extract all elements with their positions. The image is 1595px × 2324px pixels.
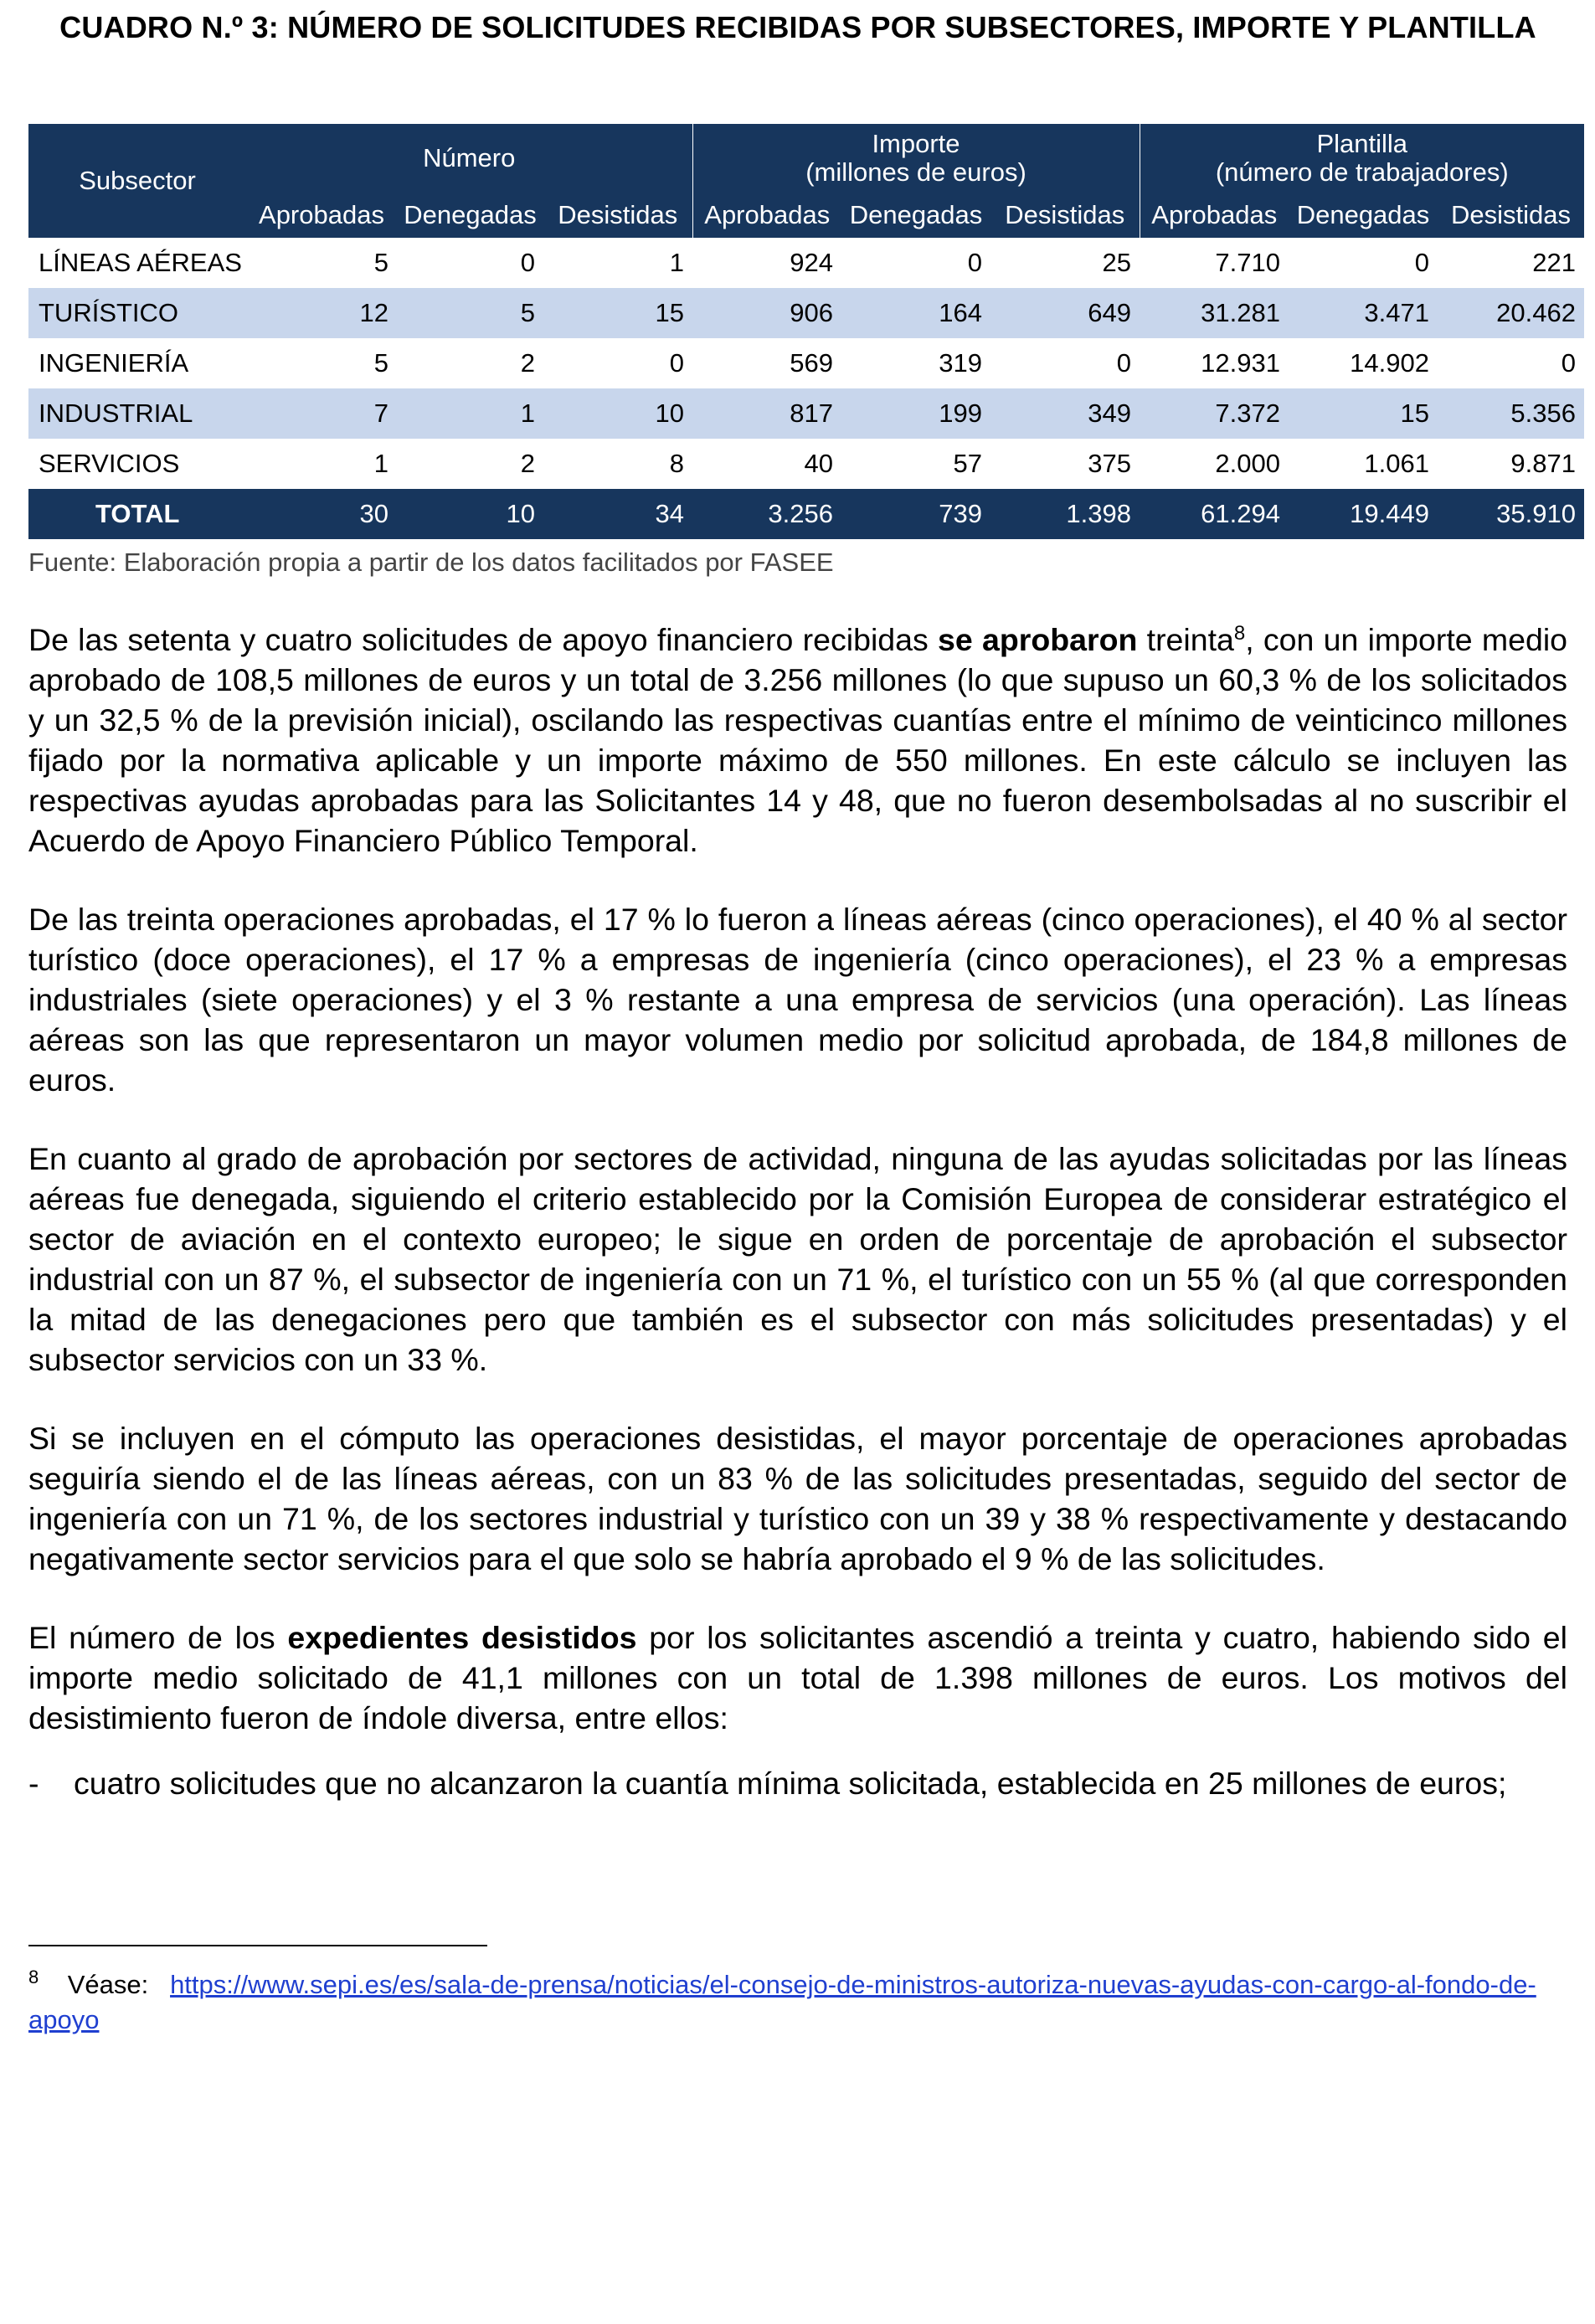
cell: 57 [953,449,982,478]
cell: 817 [692,388,841,439]
body-text [28,620,1567,1803]
cell: 1.061 [1364,449,1429,478]
paragraph-3: En cuanto al grado de aprobación por sectores de actividad, ninguna de las ayudas solicitadas por las líneas aéreas fue denegada, siguiendo el criterio establecido por la Comisión Europea de considerar estratégico el sector de aviación en el contexto europeo; le sigue en orden de porcentaje de aprobación el subsector industrial con un 87 %, el subsector de ingeniería con un 71 %, el turístico con un 55 % (al que corresponden la mitad de las denegaciones pero que también es el subsector con más solicitudes presentadas) y el subsector servicios con un 33 %. [28,1141,1567,1377]
cell: 10 [543,388,692,439]
cell: 40 [804,449,833,478]
cell: 2 [520,449,535,478]
cell: 15 [1289,388,1438,439]
cell: 5 [373,348,388,378]
cell: 1 [397,388,543,439]
subheader: Denegadas [841,193,990,238]
subheader: Desistidas [990,193,1140,238]
cell: 9.871 [1510,449,1576,478]
paragraph-2: De las treinta operaciones aprobadas, el 17 % lo fueron a líneas aéreas (cinco operaciones), el 40 % al sector turístico (doce operaciones), el 17 % a empresas de ingeniería (cinco operaciones), el 23 % a empresas industriales (siete operaciones) y el 3 % restante a una empresa de servicios (una operación). Las líneas aéreas son las que representaron un mayor volumen medio por solicitud aprobada, de 184,8 millones de euros. [28,902,1567,1098]
cell: 7.372 [1140,388,1289,439]
table-row [28,338,1584,388]
subheader: Denegadas [1289,193,1438,238]
cell: 924 [790,248,833,277]
cell: 649 [990,288,1140,338]
cell: 0 [669,348,684,378]
footnote [28,1967,1567,2038]
total-cell: 35.910 [1438,489,1584,539]
table-row [28,439,1584,489]
table-row [28,388,1584,439]
subheader: Desistidas [543,193,692,238]
subheader: Aprobadas [692,193,841,238]
cell: 0 [1561,348,1576,378]
cell: 0 [520,248,535,277]
total-cell: 61.294 [1140,489,1289,539]
cell: 2.000 [1215,449,1280,478]
subheader: Desistidas [1438,193,1584,238]
cell: 0 [1116,348,1131,378]
total-cell: 3.256 [692,489,841,539]
cell: 0 [967,248,982,277]
cell: 14.902 [1350,348,1429,378]
cell: 12 [246,288,397,338]
header-group-plantilla: Plantilla (número de trabajadores) [1140,124,1584,193]
header-group-importe: Importe (millones de euros) [692,124,1140,193]
list-item [28,1763,1567,1803]
row-name: INGENIERÍA [39,348,189,378]
cell: 7.710 [1215,248,1280,277]
cell: 31.281 [1140,288,1289,338]
row-name: SERVICIOS [39,449,180,478]
footnote-link[interactable]: https://www.sepi.es/es/sala-de-prensa/noticias/el-consejo-de-ministros-autoriza-nuevas-ayudas-con-cargo-al-fondo-de-apoyo [28,1970,1536,2034]
cell: 349 [990,388,1140,439]
cell: 20.462 [1438,288,1584,338]
total-row [28,489,1584,539]
cell: 906 [692,288,841,338]
total-cell: 10 [397,489,543,539]
cell: 569 [790,348,833,378]
paragraph-1: De las setenta y cuatro solicitudes de apoyo financiero recibidas se aprobaron treinta$^8$, con un importe medio aprobado de 108,5 millones de euros y un total de 3.256 millones (lo que supuso un 60,3 % de los solicitados y un 32,5 % de la previsión inicial), oscilando las respectivas cuantías entre el mínimo de veinticinco millones fijado por la normativa aplicable y un importe máximo de 550 millones. En este cálculo se incluyen las respectivas ayudas aprobadas para las Solicitantes 14 y 48, que no fueron desembolsadas al no suscribir el Acuerdo de Apoyo Financiero Público Temporal. [28,622,1568,858]
cell: 199 [841,388,990,439]
total-label: TOTAL [28,489,246,539]
footnote-label: Véase: [67,1970,149,1999]
cell: 1 [669,248,684,277]
footnote-divider [28,1945,487,1946]
bullet-marker: - [28,1766,39,1801]
row-name: INDUSTRIAL [28,388,246,439]
data-table [28,124,1584,539]
total-cell: 19.449 [1289,489,1438,539]
cell: 25 [1102,248,1131,277]
header-subsector: Subsector [28,124,246,238]
cell: 164 [841,288,990,338]
footnote-number: 8 [28,1967,39,1987]
paragraph-4: Si se incluyen en el cómputo las operaciones desistidas, el mayor porcentaje de operaciones aprobadas seguiría siendo el de las líneas aéreas, con un 83 % de las solicitudes presentadas, seguido del sector de ingeniería con un 71 %, de los sectores industrial y turístico con un 39 y 38 % respectivamente y destacando negativamente sector servicios para el que solo se habría aprobado el 9 % de las solicitudes. [28,1421,1567,1576]
row-name: TURÍSTICO [28,288,246,338]
cell: 5 [373,248,388,277]
cell: 375 [1088,449,1131,478]
cell: 2 [520,348,535,378]
cell: 221 [1532,248,1576,277]
table-source: Fuente: Elaboración propia a partir de los datos facilitados por FASEE [28,548,834,577]
cell: 5.356 [1438,388,1584,439]
cell: 1 [373,449,388,478]
cell: 3.471 [1289,288,1438,338]
subheader: Denegadas [397,193,543,238]
header-group-numero: Número [246,124,692,193]
subheader: Aprobadas [1140,193,1289,238]
footnote-ref[interactable]: 8 [1233,622,1246,645]
total-cell: 34 [543,489,692,539]
total-cell: 739 [841,489,990,539]
cell: 12.931 [1201,348,1280,378]
table-row [28,238,1584,288]
total-cell: 30 [246,489,397,539]
cell: 0 [1414,248,1429,277]
cell: 15 [543,288,692,338]
cell: 8 [669,449,684,478]
subheader: Aprobadas [246,193,397,238]
cell: 5 [397,288,543,338]
row-name: LÍNEAS AÉREAS [39,248,242,277]
bullet-text: cuatro solicitudes que no alcanzaron la cuantía mínima solicitada, establecida en 25 millones de euros; [74,1766,1507,1801]
table-title: CUADRO N.º 3: NÚMERO DE SOLICITUDES RECIBIDAS POR SUBSECTORES, IMPORTE Y PLANTILLA [59,10,1536,44]
cell: 319 [939,348,982,378]
total-cell: 1.398 [990,489,1140,539]
paragraph-5: El número de los expedientes desistidos por los solicitantes ascendió a treinta y cuatro, habiendo sido el importe medio solicitado de 41,1 millones con un total de 1.398 millones de euros. Los motivos del desistimiento fueron de índole diversa, entre ellos: [28,1620,1567,1735]
cell: 7 [246,388,397,439]
table-row [28,288,1584,338]
